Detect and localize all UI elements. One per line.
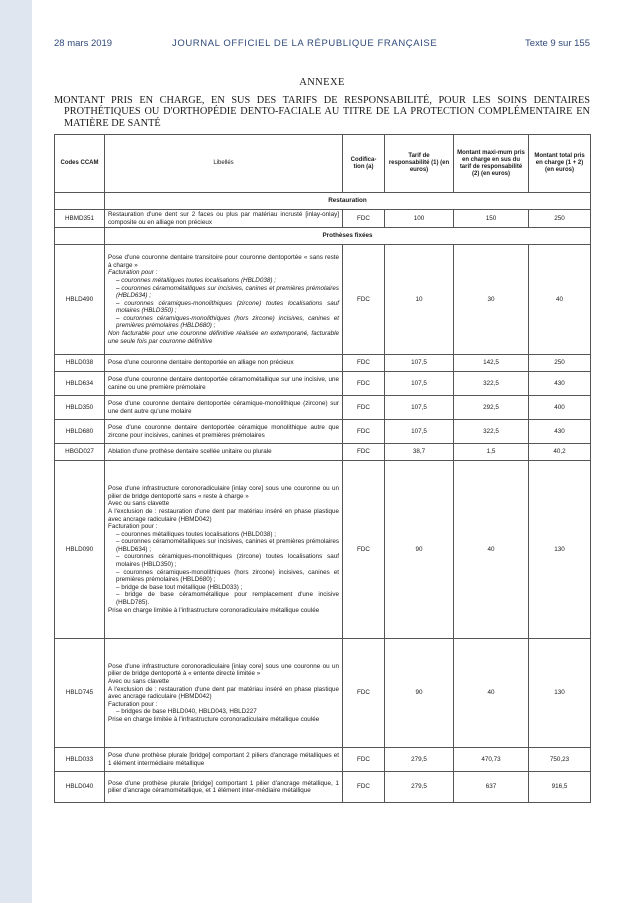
table-row bbox=[55, 444, 591, 461]
section-row bbox=[55, 228, 591, 245]
libelle-cell bbox=[105, 245, 343, 355]
libelle-line: – couronnes céramiques-monolithiques (hors zircone) incisives, canines et premières prémolaires (HBLD680) ; bbox=[116, 568, 339, 584]
montant-max-value: 142,5 bbox=[454, 355, 529, 372]
header-libelle: Libellés bbox=[105, 135, 343, 193]
tarif-value: 279,5 bbox=[385, 772, 454, 803]
tarif-value: 90 bbox=[385, 639, 454, 748]
section-empty-cell bbox=[55, 193, 105, 210]
libelle-line: Pose d'une prothèse plurale [bridge] comportant 1 pilier d'ancrage métallique, 1 pilier d'ancrage céramométallique, et 1 élément inter-médiaire métallique bbox=[108, 779, 339, 795]
libelle-line: Restauration d'une dent sur 2 faces ou plus par matériau incrusté [inlay-onlay] composite ou en alliage non précieux bbox=[108, 211, 339, 226]
ccam-code: HBLD038 bbox=[55, 355, 105, 372]
codification-value: FDC bbox=[343, 748, 385, 772]
section-row bbox=[55, 193, 591, 210]
table-row bbox=[55, 420, 591, 444]
libelle-line: Pose d'une couronne dentaire dentoportée en alliage non précieux bbox=[108, 359, 294, 367]
codification-value: FDC bbox=[343, 396, 385, 420]
montant-total-value: 400 bbox=[529, 396, 591, 420]
tarif-value: 38,7 bbox=[385, 444, 454, 461]
libelle-line: Prise en charge limitée à l'infrastructure coronoradiculaire métallique coulée bbox=[108, 606, 320, 614]
page-header bbox=[54, 38, 590, 52]
libelle-line: – couronnes céramiques-monolithiques (hors zircone) incisives, canines et premières prémolaires (HBLD680) ; bbox=[116, 314, 339, 330]
libelle-line: – bridge de base tout métallique (HBLD033) ; bbox=[116, 583, 243, 591]
montant-max-value: 1,5 bbox=[454, 444, 529, 461]
ccam-code: HBLD350 bbox=[55, 396, 105, 420]
libelle-cell bbox=[105, 772, 343, 803]
montant-max-value: 30 bbox=[454, 245, 529, 355]
ccam-code: HBLD680 bbox=[55, 420, 105, 444]
ccam-code: HBGD027 bbox=[55, 444, 105, 461]
libelle-line: Pose d'une infrastructure coronoradiculaire [inlay core] sous une couronne ou un pilier de bridge dentoporté sans « reste à charge » bbox=[108, 485, 339, 500]
montant-total-value: 430 bbox=[529, 372, 591, 396]
libelle-line: – couronnes céramométalliques sur incisives, canines et premières prémolaires (HBLD634) ; bbox=[116, 284, 339, 300]
ccam-code: HBLD033 bbox=[55, 748, 105, 772]
libelle-line: Facturation pour : bbox=[108, 523, 158, 531]
codification-value: FDC bbox=[343, 420, 385, 444]
montant-total-value: 250 bbox=[529, 210, 591, 228]
libelle-line: Pose d'une infrastructure coronoradiculaire [inlay core] sous une couronne ou un pilier de bridge dentoporté à « entente directe limitée » bbox=[108, 662, 339, 678]
libelle-line: Facturation pour : bbox=[108, 269, 158, 277]
header-codification: Codifica-tion (a) bbox=[343, 135, 385, 193]
libelle-line: – couronnes céramiques-monolithiques (zircone) toutes localisations sauf molaires (HBLD350) ; bbox=[116, 299, 339, 315]
libelle-cell bbox=[105, 748, 343, 772]
ccam-code: HBLD090 bbox=[55, 461, 105, 639]
codification-value: FDC bbox=[343, 444, 385, 461]
table-row bbox=[55, 461, 591, 639]
header-code: Codes CCAM bbox=[55, 135, 105, 193]
libelle-line: Pose d'une couronne dentaire transitoire pour couronne dentoportée « sans reste à charge » bbox=[108, 254, 339, 269]
header-journal-title: JOURNAL OFFICIEL DE LA RÉPUBLIQUE FRANÇAISE bbox=[172, 38, 438, 49]
montant-total-value: 250 bbox=[529, 355, 591, 372]
tarif-value: 107,5 bbox=[385, 355, 454, 372]
header-page-ref: Texte 9 sur 155 bbox=[525, 38, 590, 49]
tariff-table bbox=[54, 134, 591, 803]
libelle-line: Ablation d'une prothèse dentaire scellée unitaire ou plurale bbox=[108, 448, 272, 456]
left-margin-band bbox=[0, 0, 32, 903]
ccam-code: HBLD745 bbox=[55, 639, 105, 748]
table-row bbox=[55, 245, 591, 355]
libelle-line: Avec ou sans clavette bbox=[108, 500, 170, 508]
montant-max-value: 40 bbox=[454, 639, 529, 748]
montant-total-value: 750,23 bbox=[529, 748, 591, 772]
codification-value: FDC bbox=[343, 639, 385, 748]
libelle-line: – couronnes métalliques toutes localisations (HBLD038) ; bbox=[116, 530, 276, 538]
tarif-value: 107,5 bbox=[385, 396, 454, 420]
annexe-heading: ANNEXE bbox=[299, 77, 345, 88]
libelle-line: – couronnes métalliques toutes localisations (HBLD038) ; bbox=[116, 276, 276, 284]
tarif-value: 107,5 bbox=[385, 420, 454, 444]
header-date: 28 mars 2019 bbox=[54, 38, 113, 49]
ccam-code: HBLD634 bbox=[55, 372, 105, 396]
tarif-value: 90 bbox=[385, 461, 454, 639]
tarif-value: 100 bbox=[385, 210, 454, 228]
libelle-line: A l'exclusion de : restauration d'une dent par matériau inséré en phase plastique avec ancrage radiculaire (HBMD042) bbox=[108, 685, 339, 701]
tarif-value: 107,5 bbox=[385, 372, 454, 396]
table-row bbox=[55, 372, 591, 396]
libelle-cell bbox=[105, 639, 343, 748]
libelle-cell bbox=[105, 355, 343, 372]
document-title: MONTANT PRIS EN CHARGE, EN SUS DES TARIFS DE RESPONSABILITÉ, POUR LES SOINS DENTAIRES PROTHÉTIQUES OU D'ORTHOPÉDIE DENTO-FACIALE AU TITRE DE LA PROTECTION COMPLÉMENTAIRE EN MATIÈRE DE SANTÉ bbox=[54, 95, 590, 129]
montant-max-value: 40 bbox=[454, 461, 529, 639]
table-row bbox=[55, 210, 591, 228]
ccam-code: HBLD040 bbox=[55, 772, 105, 803]
codification-value: FDC bbox=[343, 355, 385, 372]
table-row bbox=[55, 772, 591, 803]
montant-total-value: 40,2 bbox=[529, 444, 591, 461]
montant-total-value: 430 bbox=[529, 420, 591, 444]
codification-value: FDC bbox=[343, 245, 385, 355]
codification-value: FDC bbox=[343, 772, 385, 803]
montant-max-value: 637 bbox=[454, 772, 529, 803]
libelle-line: Facturation pour : bbox=[108, 700, 158, 708]
montant-total-value: 916,5 bbox=[529, 772, 591, 803]
libelle-cell bbox=[105, 396, 343, 420]
montant-max-value: 322,5 bbox=[454, 372, 529, 396]
libelle-line: Pose d'une couronne dentaire dentoportée céramique-monolithique (zircone) sur une dent autre qu'une molaire bbox=[108, 400, 339, 415]
montant-max-value: 292,5 bbox=[454, 396, 529, 420]
montant-total-value: 130 bbox=[529, 639, 591, 748]
section-empty-cell bbox=[55, 228, 105, 245]
header-montant-total: Montant total pris en charge (1 + 2) (en euros) bbox=[529, 135, 591, 193]
libelle-cell bbox=[105, 461, 343, 639]
tarif-value: 10 bbox=[385, 245, 454, 355]
table-row bbox=[55, 396, 591, 420]
libelle-line: Pose d'une couronne dentaire dentoportée céramique monolithique autre que zircone pour incisives, canines et premières prémolaires bbox=[108, 424, 339, 439]
libelle-line: – couronnes céramométalliques sur incisives, canines et premières prémolaires (HBLD634) ; bbox=[116, 538, 339, 553]
header-montant-max: Montant maxi-mum pris en charge en sus du tarif de responsabilité (2) (en euros) bbox=[454, 135, 529, 193]
montant-total-value: 40 bbox=[529, 245, 591, 355]
libelle-cell bbox=[105, 420, 343, 444]
montant-max-value: 150 bbox=[454, 210, 529, 228]
section-label: Restauration bbox=[105, 193, 591, 210]
libelle-cell bbox=[105, 444, 343, 461]
codification-value: FDC bbox=[343, 461, 385, 639]
libelle-line: – bridges de base HBLD040, HBLD043, HBLD227 bbox=[116, 708, 257, 716]
header-tarif: Tarif de responsabilité (1) (en euros) bbox=[385, 135, 454, 193]
tarif-value: 279,5 bbox=[385, 748, 454, 772]
table-row bbox=[55, 748, 591, 772]
libelle-line: – couronnes céramiques-monolithiques (zircone) toutes localisations sauf molaires (HBLD350) ; bbox=[116, 553, 339, 569]
libelle-line: Pose d'une couronne dentaire dentoportée céramométallique sur une incisive, une canine ou une première prémolaire bbox=[108, 376, 339, 391]
libelle-line: – bridge de base céramométallique pour remplacement d'une incisive (HBLD785). bbox=[116, 591, 339, 607]
codification-value: FDC bbox=[343, 372, 385, 396]
libelle-line: A l'exclusion de : restauration d'une dent par matériau inséré en phase plastique avec ancrage radiculaire (HBMD042) bbox=[108, 507, 339, 523]
table-row bbox=[55, 639, 591, 748]
montant-total-value: 130 bbox=[529, 461, 591, 639]
libelle-line: Non facturable pour une couronne définitive réalisée en extemporané, facturable une seule fois par couronne définitive bbox=[108, 330, 339, 345]
montant-max-value: 322,5 bbox=[454, 420, 529, 444]
table-row bbox=[55, 355, 591, 372]
libelle-line: Avec ou sans clavette bbox=[108, 678, 170, 685]
table-header-row bbox=[55, 135, 591, 193]
ccam-code: HBLD490 bbox=[55, 245, 105, 355]
libelle-cell bbox=[105, 372, 343, 396]
libelle-cell bbox=[105, 210, 343, 228]
libelle-line: Pose d'une prothèse plurale [bridge] comportant 2 piliers d'ancrage métalliques et 1 élément intermédiaire métallique bbox=[108, 752, 339, 767]
codification-value: FDC bbox=[343, 210, 385, 228]
montant-max-value: 470,73 bbox=[454, 748, 529, 772]
libelle-line: Prise en charge limitée à l'infrastructure coronoradiculaire métallique coulée bbox=[108, 715, 320, 723]
ccam-code: HBMD351 bbox=[55, 210, 105, 228]
section-label: Prothèses fixées bbox=[105, 228, 591, 245]
